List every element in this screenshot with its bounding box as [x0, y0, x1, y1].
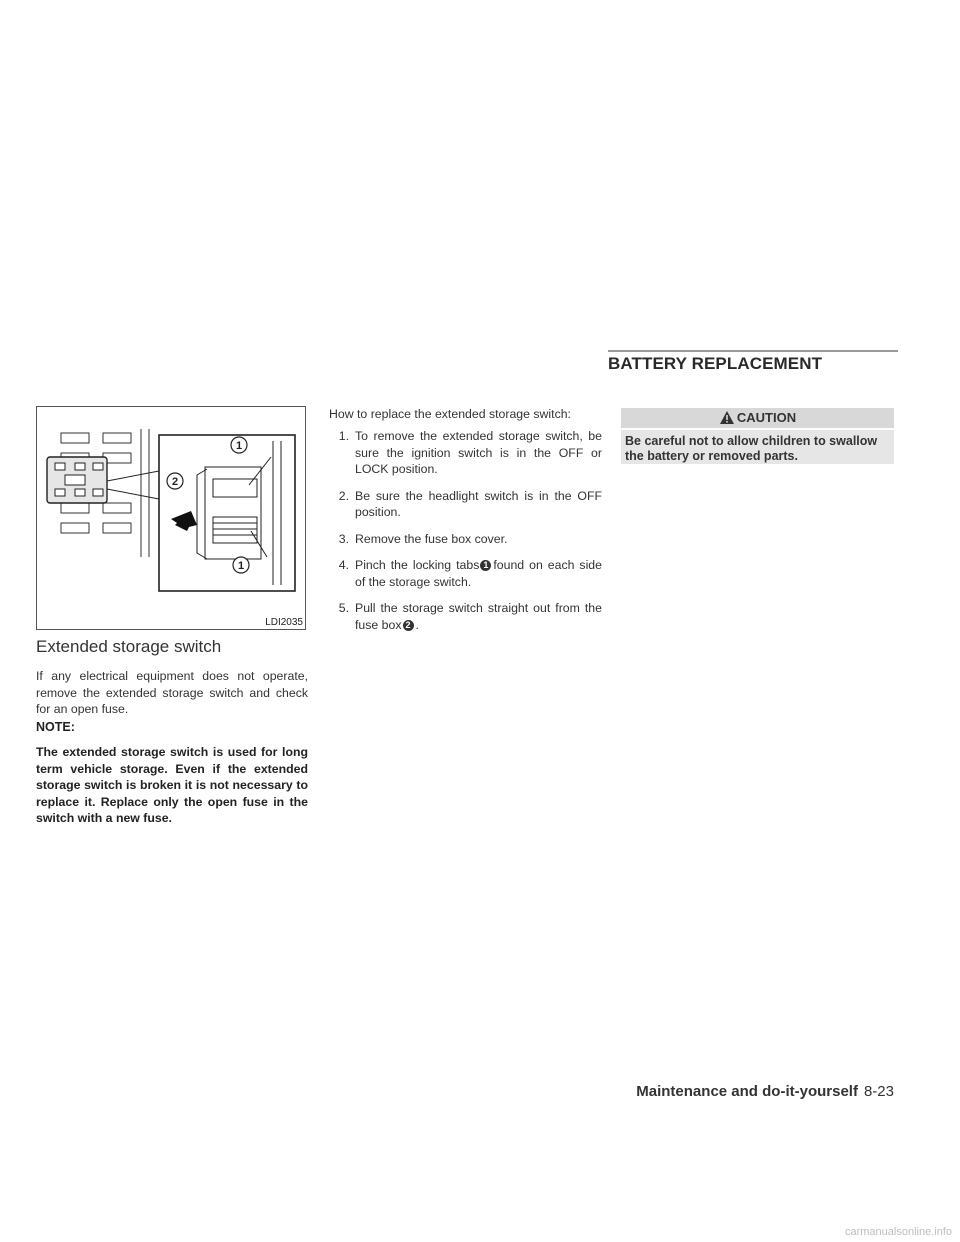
step-text: .: [415, 617, 419, 632]
page-footer: [636, 1083, 894, 1100]
chapter-title: Maintenance and do-it-yourself: [636, 1083, 858, 1100]
step-text: To remove the extended storage switch, be sure the ignition switch is in the OFF or LOCK position.: [355, 429, 602, 476]
callout-1-inline: 1: [480, 560, 491, 571]
step-number: 4.: [338, 558, 349, 572]
note-label: NOTE:: [36, 720, 75, 734]
callout-2-inline: 2: [403, 620, 414, 631]
note-body: The extended storage switch is used for long term vehicle storage. Even if the extended storage switch is broken it is not necessary to replace it. Replace only the open fuse in the switch with a new fuse.: [36, 745, 308, 825]
step-text: Be sure the headlight switch is in the OFF position.: [355, 488, 602, 519]
step-text: Remove the fuse box cover.: [355, 531, 508, 546]
caution-body: Be careful not to allow children to swallow the battery or removed parts.: [621, 430, 894, 464]
watermark: carmanualsonline.info: [844, 1226, 952, 1238]
step-text: Pull the storage switch straight out from the fuse box: [355, 601, 602, 632]
step-number: 1.: [338, 429, 349, 443]
step-number: 3.: [338, 531, 349, 546]
section-header: BATTERY REPLACEMENT: [608, 350, 898, 374]
warning-triangle-icon: [719, 410, 735, 425]
callout-2: 2: [171, 476, 179, 488]
fuse-box-illustration: [36, 406, 306, 630]
step-number: 5.: [338, 601, 349, 615]
storage-switch-diagram: [37, 407, 305, 629]
subheading: Extended storage switch: [36, 637, 222, 656]
callout-1-bottom: 1: [237, 560, 245, 572]
step-text: found on each side of the storage switch.: [355, 558, 602, 589]
list-item: [329, 488, 602, 521]
caution-title: CAUTION: [736, 410, 797, 425]
step-text: Pinch the locking tabs: [355, 558, 480, 572]
list-item: [329, 557, 602, 590]
list-item: [329, 428, 602, 478]
caution-header: [621, 408, 894, 428]
list-item: [329, 531, 602, 548]
figure-code: LDI2035: [265, 617, 303, 628]
list-item: [329, 600, 602, 633]
procedure-intro: How to replace the extended storage switch:: [329, 407, 571, 421]
page-number: 8-23: [863, 1083, 894, 1100]
procedure-steps: [329, 428, 602, 643]
step-number: 2.: [338, 488, 349, 503]
intro-paragraph: If any electrical equipment does not operate, remove the extended storage switch and check for an open fuse.: [36, 669, 308, 716]
callout-1-top: 1: [235, 440, 243, 452]
